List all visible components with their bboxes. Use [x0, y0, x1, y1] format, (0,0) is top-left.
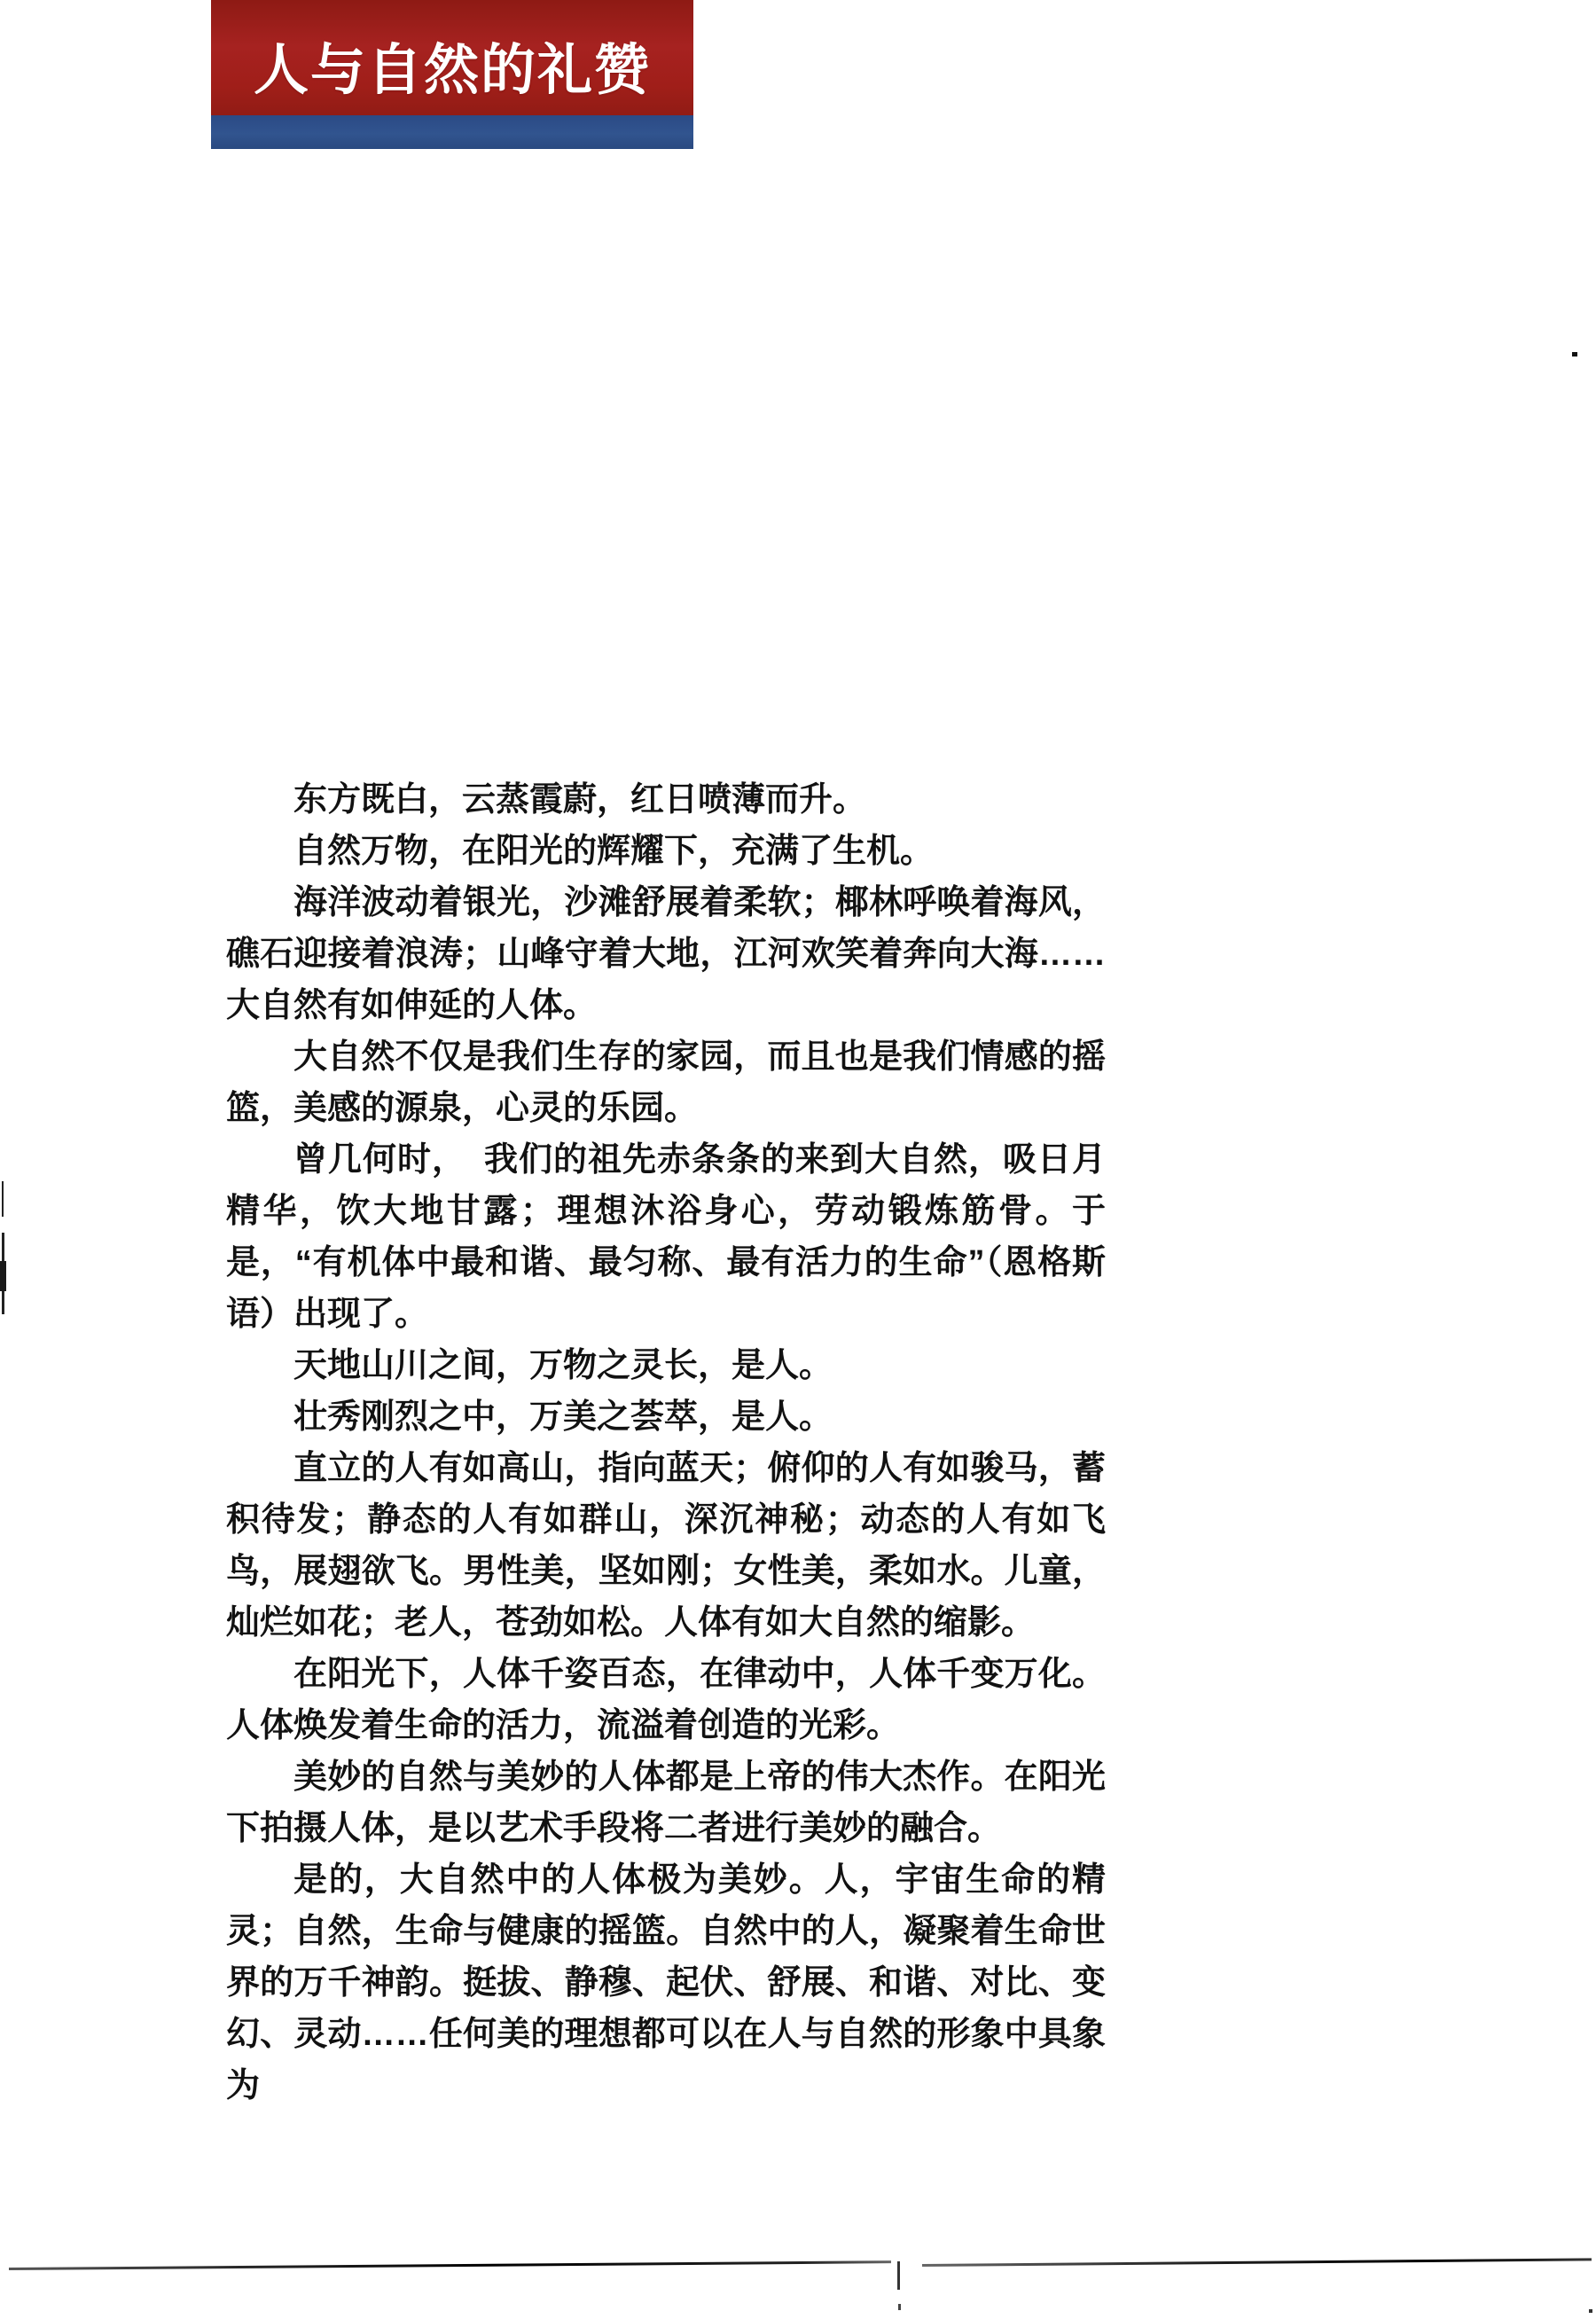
scan-edge-mark [0, 1261, 6, 1291]
scan-speck [898, 2304, 901, 2310]
scan-tick-mark [897, 2261, 900, 2290]
scan-speck [1572, 352, 1577, 356]
paragraph: 在阳光下，人体千姿百态，在律动中，人体千变万化。人体焕发着生命的活力，流溢着创造的光彩。 [226, 1656, 1106, 1744]
paragraph: 海洋波动着银光，沙滩舒展着柔软；椰林呼唤着海风，礁石迎接着浪涛；山峰守着大地，江河欢笑着奔向大海……大自然有如伸延的人体。 [226, 884, 1106, 1024]
scan-speck [1589, 2309, 1592, 2313]
paragraph: 自然万物，在阳光的辉耀下，充满了生机。 [293, 833, 935, 870]
paragraph: 大自然不仅是我们生存的家园，而且也是我们情感的摇篮，美感的源泉，心灵的乐园。 [226, 1038, 1106, 1127]
paragraph: 美妙的自然与美妙的人体都是上帝的伟大杰作。在阳光下拍摄人体，是以艺术手段将二者进行美妙的融合。 [226, 1759, 1106, 1847]
page-bottom-rule [9, 2260, 891, 2270]
chapter-banner [211, 0, 693, 149]
banner-blue-stripe [211, 115, 693, 149]
chapter-title: 人与自然的礼赞 [253, 39, 651, 101]
paragraph: 东方既白，云蒸霞蔚，红日喷薄而升。 [293, 781, 867, 819]
scan-edge-mark [2, 1181, 4, 1217]
banner-red-block [211, 0, 693, 115]
paragraph: 是的，大自然中的人体极为美妙。人，宇宙生命的精灵；自然，生命与健康的摇篮。自然中的人，凝聚着生命世界的万千神韵。挺拔、静穆、起伏、舒展、和谐、对比、变幻、灵动……任何美的理想都可以在人与自然的形象中具象为 [226, 1861, 1106, 2104]
body-text-column [226, 774, 1106, 2111]
paragraph: 天地山川之间，万物之灵长，是人。 [293, 1347, 833, 1384]
page-bottom-rule [922, 2258, 1592, 2267]
paragraph: 直立的人有如高山，指向蓝天；俯仰的人有如骏马，蓄积待发；静态的人有如群山，深沉神秘；动态的人有如飞鸟，展翅欲飞。男性美，坚如刚；女性美，柔如水。儿童，灿烂如花；老人，苍劲如松。人体有如大自然的缩影。 [226, 1450, 1106, 1641]
paragraph: 曾几何时， 我们的祖先赤条条的来到大自然，吸日月精华，饮大地甘露；理想沐浴身心，劳动锻炼筋骨。于是，“有机体中最和谐、最匀称、最有活力的生命”（恩格斯语）出现了。 [226, 1141, 1106, 1333]
paragraph: 壮秀刚烈之中，万美之荟萃，是人。 [293, 1398, 833, 1436]
